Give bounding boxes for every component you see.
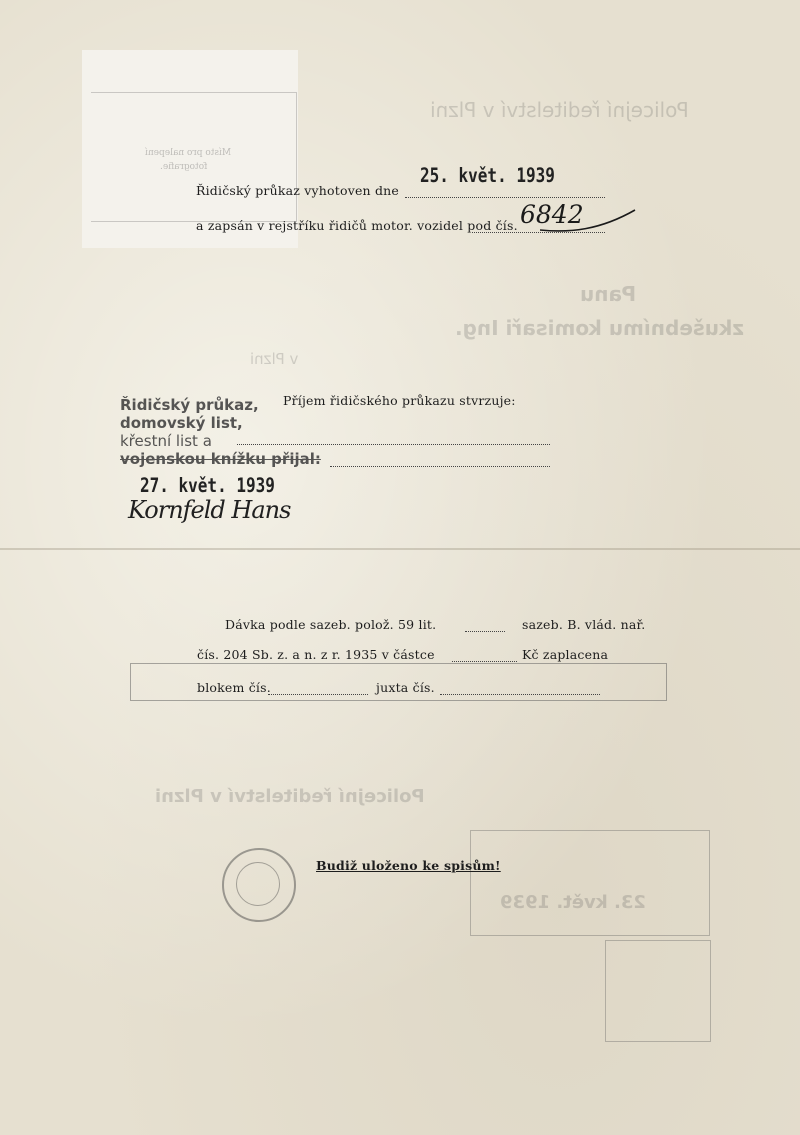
- paper-fold: [0, 548, 800, 550]
- fee-line-2b: Kč zaplacena: [522, 647, 609, 662]
- fee-line-2a: čís. 204 Sb. z. a n. z r. 1935 v částce: [197, 647, 435, 662]
- bleed-panu: Panu: [580, 282, 637, 306]
- fee-dotline-3: [268, 694, 368, 695]
- register-number-flourish: [540, 205, 640, 235]
- license-issued-label: Řidičský průkaz vyhotoven dne: [196, 183, 400, 198]
- fee-line-1b: sazeb. B. vlád. nař.: [522, 617, 646, 632]
- license-issued-dotline: [405, 197, 605, 198]
- bleed-stamp-frame: [470, 830, 710, 936]
- fee-line-1a: Dávka podle sazeb. polož. 59 lit.: [225, 617, 437, 632]
- bleed-stamp-frame-lower: [605, 940, 711, 1042]
- filing-note: Budiž uloženo ke spisům!: [316, 858, 501, 873]
- register-label: a zapsán v rejstříku řidičů motor. vozidel pod čís.: [196, 218, 518, 233]
- fee-dotline-4: [440, 694, 600, 695]
- receipt-date: 27. květ. 1939: [140, 474, 275, 497]
- fee-line-3b: juxta čís.: [376, 680, 435, 695]
- fee-dotline-1: [465, 631, 505, 632]
- register-number: 6842: [520, 200, 584, 229]
- receipt-dotline-1: [237, 444, 550, 445]
- fee-line-3a: blokem čís.: [197, 680, 271, 695]
- receipt-heading: Příjem řidičského průkazu stvrzuje:: [283, 393, 516, 408]
- bleed-tall-stamp: 23. květ. 1939: [500, 892, 646, 913]
- receipt-stamp-line-3: křestní list a: [120, 432, 212, 450]
- bleed-police2: Policejní ředitelství v Plzni: [155, 786, 425, 807]
- receipt-dotline-2: [330, 466, 550, 467]
- license-issued-date: 25. květ. 1939: [420, 164, 555, 187]
- receipt-stamp-line-4: vojenskou knížku přijal:: [120, 450, 321, 468]
- bleed-komisar: zkušebnímu komisaři Ing.: [455, 316, 744, 340]
- bleed-plzni: v Plzni: [250, 350, 299, 368]
- bleed-title: Policejní ředitelství v Plzni: [430, 98, 689, 122]
- round-seal: [222, 848, 296, 922]
- receipt-stamp-line-1: Řidičský průkaz,: [120, 396, 259, 414]
- fee-dotline-2: [452, 661, 517, 662]
- receipt-stamp-line-2: domovský list,: [120, 414, 243, 432]
- receipt-signature: Kornfeld Hans: [128, 496, 291, 524]
- photo-caption-2: fotografie.: [160, 162, 208, 172]
- photo-caption-1: Místo pro nalepení: [145, 148, 232, 158]
